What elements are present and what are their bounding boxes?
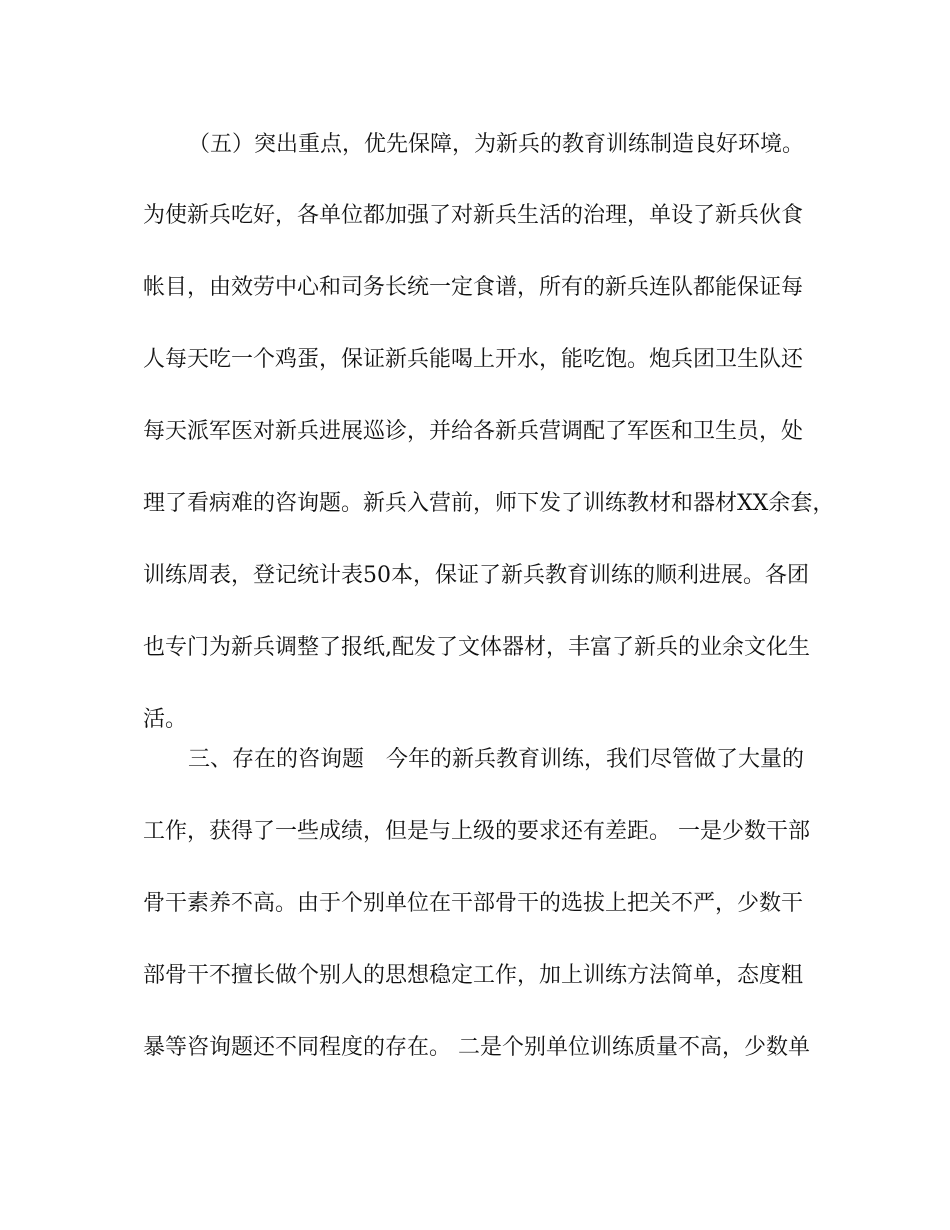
paragraph-line: 人每天吃一个鸡蛋，保证新兵能喝上开水，能吃饱。炮兵团卫生队还	[143, 347, 804, 372]
paragraph-line: 训练周表，登记统计表50本，保证了新兵教育训练的顺利进展。各团	[143, 563, 809, 588]
section-heading-5: （五）突出重点，优先保障，为新兵的教育训练制造良好环境。	[188, 132, 805, 157]
paragraph-line: 活。	[143, 707, 188, 732]
paragraph-line: 帐目，由效劳中心和司务长统一定食谱，所有的新兵连队都能保证每	[143, 275, 804, 300]
paragraph-line: 工作，获得了一些成绩，但是与上级的要求还有差距。 一是少数干部	[143, 819, 810, 844]
paragraph-line: 暴等咨询题还不同程度的存在。 二是个别单位训练质量不高，少数单	[143, 1035, 810, 1060]
section-heading-3: 三、存在的咨询题 今年的新兵教育训练，我们尽管做了大量的	[188, 747, 805, 772]
paragraph-line: 也专门为新兵调整了报纸,配发了文体器材，丰富了新兵的业余文化生	[143, 635, 810, 660]
paragraph-line: 为使新兵吃好，各单位都加强了对新兵生活的治理，单设了新兵伙食	[143, 203, 804, 228]
paragraph-line: 部骨干不擅长做个别人的思想稳定工作，加上训练方法简单，态度粗	[143, 963, 804, 988]
paragraph-line: 骨干素养不高。由于个别单位在干部骨干的选拔上把关不严，少数干	[143, 891, 804, 916]
paragraph-line: 每天派军医对新兵进展巡诊，并给各新兵营调配了军医和卫生员，处	[143, 419, 804, 444]
paragraph-line: 理了看病难的咨询题。新兵入营前，师下发了训练教材和器材XX余套，	[143, 491, 835, 516]
